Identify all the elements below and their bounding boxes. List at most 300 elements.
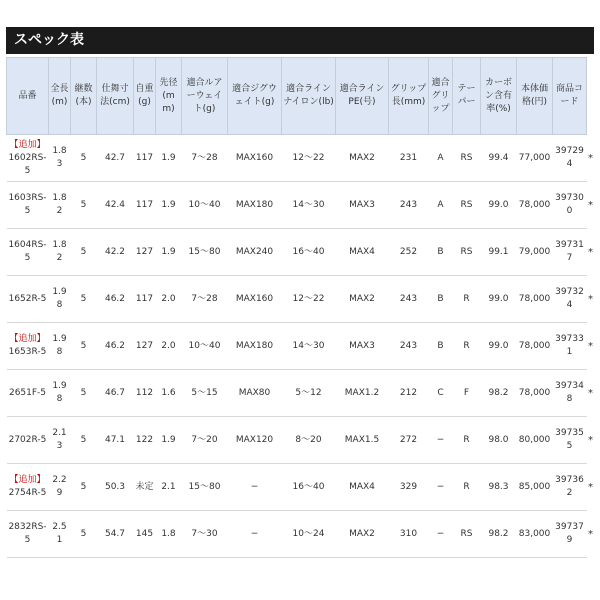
pe-line-cell-value: MAX2 — [349, 528, 375, 539]
product-code-cell-value: 2702R-5 — [8, 434, 47, 445]
length-cell — [49, 511, 71, 558]
closed-length-cell — [97, 511, 134, 558]
table-row — [7, 182, 595, 229]
note-cell-value: * — [588, 387, 593, 399]
tip-diameter-cell — [156, 464, 182, 511]
grip-type-cell — [429, 229, 453, 276]
note-cell-value: * — [588, 152, 593, 164]
pieces-cell-value: 5 — [80, 434, 87, 445]
price-cell-value: 78,000 — [518, 340, 551, 351]
length-cell — [49, 417, 71, 464]
note-cell — [587, 464, 595, 511]
lure-weight-cell-value: 7〜20 — [191, 434, 218, 445]
tip-diameter-cell — [156, 276, 182, 323]
item-code-cell-value: 397294 — [555, 146, 584, 169]
nylon-line-cell-value: 14〜30 — [292, 340, 325, 351]
price-cell-value: 83,000 — [518, 528, 551, 539]
lure-weight-cell — [182, 323, 228, 370]
grip-type-cell — [429, 511, 453, 558]
price-cell — [517, 182, 553, 229]
price-cell — [517, 511, 553, 558]
pieces-cell — [71, 464, 97, 511]
taper-cell-value: RS — [460, 152, 473, 163]
nylon-line-cell-value: 10〜24 — [292, 528, 325, 539]
taper-cell — [453, 229, 481, 276]
pieces-cell — [71, 182, 97, 229]
product-code-cell-value: 2832RS-5 — [8, 522, 47, 545]
tip-diameter-cell-value: 1.9 — [161, 152, 176, 163]
price-cell-value: 85,000 — [518, 481, 551, 492]
carbon-content-cell-value: 99.0 — [488, 293, 509, 304]
grip-length-cell-value: 231 — [399, 152, 418, 163]
note-cell-value: * — [588, 481, 593, 493]
item-code-cell-value: 397331 — [555, 334, 584, 357]
closed-length-cell — [97, 135, 134, 182]
note-header — [587, 58, 595, 135]
pe-line-cell — [336, 417, 389, 464]
product-code-cell — [7, 417, 49, 464]
length-cell-value: 1.98 — [52, 287, 67, 310]
pieces-cell-value: 5 — [80, 246, 87, 257]
lure-weight-cell-value: 10〜40 — [188, 340, 221, 351]
taper-cell — [453, 182, 481, 229]
item-code-cell — [553, 276, 587, 323]
pieces-cell-value: 5 — [80, 481, 87, 492]
length-cell-value: 1.83 — [52, 146, 67, 169]
weight-header: 自重(g) — [134, 58, 156, 135]
lure-weight-cell — [182, 182, 228, 229]
grip-type-cell — [429, 276, 453, 323]
grip-type-cell — [429, 417, 453, 464]
grip-length-cell — [389, 511, 429, 558]
item-code-cell — [553, 417, 587, 464]
price-cell — [517, 417, 553, 464]
nylon-line-cell-value: 8〜20 — [295, 434, 322, 445]
lure-weight-cell — [182, 417, 228, 464]
nylon-line-cell-value: 16〜40 — [292, 246, 325, 257]
carbon-content-cell-value: 98.0 — [488, 434, 509, 445]
closed-length-cell — [97, 323, 134, 370]
pieces-cell-value: 5 — [80, 387, 87, 398]
taper-cell-value: R — [463, 434, 470, 445]
grip-length-cell-value: 310 — [399, 528, 418, 539]
pieces-cell-value: 5 — [80, 293, 87, 304]
pe-line-cell-value: MAX4 — [349, 246, 375, 257]
pieces-header: 継数(本) — [71, 58, 97, 135]
tip-diameter-cell — [156, 511, 182, 558]
jig-weight-cell-value: MAX160 — [235, 152, 274, 163]
tip-diameter-cell-value: 1.9 — [161, 246, 176, 257]
jig-weight-cell — [228, 511, 282, 558]
pieces-cell — [71, 276, 97, 323]
lure-weight-cell-value: 7〜28 — [191, 293, 218, 304]
taper-cell-value: RS — [460, 528, 473, 539]
note-cell — [587, 511, 595, 558]
product-code-cell — [7, 511, 49, 558]
grip-type-cell — [429, 370, 453, 417]
grip-type-cell-value: A — [437, 199, 444, 210]
jig-weight-cell — [228, 323, 282, 370]
grip-length-cell — [389, 276, 429, 323]
lure-weight-cell-value: 10〜40 — [188, 199, 221, 210]
pe-line-cell-value: MAX4 — [349, 481, 375, 492]
weight-cell-value: 117 — [135, 152, 154, 163]
pe-line-cell — [336, 182, 389, 229]
item-code-cell-value: 397379 — [555, 522, 584, 545]
lure-weight-cell — [182, 370, 228, 417]
note-cell — [587, 135, 595, 182]
pe-line-cell-value: MAX2 — [349, 152, 375, 163]
note-cell — [587, 417, 595, 464]
weight-cell — [134, 511, 156, 558]
nylon-line-cell — [282, 511, 336, 558]
table-body — [7, 135, 595, 558]
tip-diameter-cell-value: 1.9 — [161, 434, 176, 445]
tip-diameter-cell — [156, 323, 182, 370]
grip-type-cell — [429, 323, 453, 370]
grip-length-cell — [389, 417, 429, 464]
carbon-content-cell-value: 98.2 — [488, 528, 509, 539]
taper-cell — [453, 323, 481, 370]
item-code-cell — [553, 135, 587, 182]
closed-length-cell-value: 46.2 — [104, 293, 126, 304]
weight-cell — [134, 370, 156, 417]
price-cell — [517, 135, 553, 182]
note-cell — [587, 370, 595, 417]
note-cell-value: * — [588, 434, 593, 446]
tip-diameter-cell-value: 2.0 — [161, 340, 176, 351]
lure-weight-cell-value: 7〜30 — [191, 528, 218, 539]
tip-diameter-cell-value: 1.9 — [161, 199, 176, 210]
closed-length-cell-value: 46.7 — [104, 387, 126, 398]
pieces-cell — [71, 370, 97, 417]
carbon-content-cell-value: 99.0 — [488, 199, 509, 210]
nylon-line-cell — [282, 370, 336, 417]
nylon-line-header: 適合ラインナイロン(lb) — [282, 58, 336, 135]
lure-weight-cell — [182, 229, 228, 276]
carbon-content-cell-value: 99.4 — [488, 152, 509, 163]
length-cell-value: 2.13 — [52, 428, 67, 451]
grip-type-cell-value: B — [437, 246, 444, 257]
table-row — [7, 417, 595, 464]
length-cell-value: 2.51 — [52, 522, 67, 545]
pe-line-cell — [336, 370, 389, 417]
tip-diameter-cell-value: 2.0 — [161, 293, 176, 304]
price-cell-value: 78,000 — [518, 293, 551, 304]
taper-header: テーパー — [453, 58, 481, 135]
closed-length-header: 仕舞寸法(cm) — [97, 58, 134, 135]
pieces-cell — [71, 323, 97, 370]
tip-diameter-cell-value: 1.6 — [161, 387, 176, 398]
note-cell-value: * — [588, 199, 593, 211]
note-cell — [587, 276, 595, 323]
spec-table — [6, 57, 595, 558]
pieces-cell-value: 5 — [80, 199, 87, 210]
nylon-line-cell-value: 5〜12 — [295, 387, 322, 398]
price-header: 本体価格(円) — [517, 58, 553, 135]
price-cell — [517, 464, 553, 511]
product-code-cell-value: 1603RS-5 — [8, 193, 47, 216]
table-row — [7, 511, 595, 558]
grip-length-cell — [389, 182, 429, 229]
grip-type-cell-value: B — [437, 340, 444, 351]
closed-length-cell-value: 42.2 — [104, 246, 126, 257]
pieces-cell-value: 5 — [80, 528, 87, 539]
carbon-content-cell — [481, 370, 517, 417]
length-cell-value: 1.98 — [52, 334, 67, 357]
grip-length-cell-value: 329 — [399, 481, 418, 492]
weight-cell-value: 145 — [135, 528, 154, 539]
grip-length-cell-value: 272 — [399, 434, 418, 445]
pe-line-cell-value: MAX3 — [349, 340, 375, 351]
grip-length-cell — [389, 229, 429, 276]
tip-diameter-cell — [156, 229, 182, 276]
grip-type-cell — [429, 464, 453, 511]
taper-cell-value: R — [463, 481, 470, 492]
product-code-cell — [7, 370, 49, 417]
item-code-cell — [553, 229, 587, 276]
grip-length-cell-value: 243 — [399, 199, 418, 210]
table-row — [7, 370, 595, 417]
table-row — [7, 276, 595, 323]
carbon-content-cell — [481, 464, 517, 511]
tip-diameter-cell-value: 1.8 — [161, 528, 176, 539]
lure-weight-cell-value: 15〜80 — [188, 481, 221, 492]
tip-diameter-header: 先径(mm) — [156, 58, 182, 135]
pe-line-cell — [336, 229, 389, 276]
jig-weight-cell — [228, 135, 282, 182]
jig-weight-cell — [228, 229, 282, 276]
product-code-cell — [7, 464, 49, 511]
jig-weight-cell-value: MAX80 — [238, 387, 271, 398]
closed-length-cell — [97, 417, 134, 464]
length-cell-value: 1.82 — [52, 240, 67, 263]
table-row — [7, 135, 595, 182]
carbon-content-cell — [481, 511, 517, 558]
weight-cell — [134, 323, 156, 370]
carbon-content-cell — [481, 229, 517, 276]
length-cell-value: 1.82 — [52, 193, 67, 216]
tip-diameter-cell — [156, 135, 182, 182]
carbon-content-cell — [481, 135, 517, 182]
product-code-cell — [7, 229, 49, 276]
header-row — [7, 58, 595, 135]
length-cell — [49, 182, 71, 229]
jig-weight-cell-value: MAX120 — [235, 434, 274, 445]
product-code-cell-value: 1602RS-5 — [8, 152, 47, 176]
price-cell — [517, 323, 553, 370]
item-code-cell-value: 397348 — [555, 381, 584, 404]
closed-length-cell — [97, 182, 134, 229]
price-cell — [517, 276, 553, 323]
length-cell-value: 1.98 — [52, 381, 67, 404]
nylon-line-cell-value: 14〜30 — [292, 199, 325, 210]
weight-cell-value: 未定 — [135, 481, 154, 492]
price-cell-value: 77,000 — [518, 152, 551, 163]
length-cell — [49, 323, 71, 370]
closed-length-cell-value: 50.3 — [104, 481, 126, 492]
taper-cell-value: R — [463, 293, 470, 304]
carbon-content-header: カーボン含有率(%) — [481, 58, 517, 135]
tip-diameter-cell — [156, 182, 182, 229]
weight-cell — [134, 417, 156, 464]
pieces-cell-value: 5 — [80, 152, 87, 163]
grip-length-cell — [389, 370, 429, 417]
grip-length-cell-value: 243 — [399, 293, 418, 304]
pieces-cell — [71, 135, 97, 182]
tip-diameter-cell — [156, 370, 182, 417]
note-cell-value: * — [588, 340, 593, 352]
lure-weight-cell-value: 15〜80 — [188, 246, 221, 257]
carbon-content-cell-value: 99.1 — [488, 246, 509, 257]
product-code-cell — [7, 276, 49, 323]
jig-weight-cell-value: MAX160 — [235, 293, 274, 304]
product-code-header: 品番 — [7, 58, 49, 135]
grip-type-cell-value: C — [437, 387, 444, 398]
added-badge: 【追加】 — [9, 334, 46, 344]
note-cell — [587, 229, 595, 276]
jig-weight-cell-value: MAX180 — [235, 340, 274, 351]
lure-weight-cell — [182, 276, 228, 323]
weight-cell-value: 127 — [135, 340, 154, 351]
product-code-cell-value: 2754R-5 — [8, 488, 47, 498]
jig-weight-cell-value: − — [250, 528, 259, 539]
note-cell-value: * — [588, 528, 593, 540]
pieces-cell-value: 5 — [80, 340, 87, 351]
nylon-line-cell — [282, 464, 336, 511]
closed-length-cell — [97, 370, 134, 417]
length-cell-value: 2.29 — [52, 475, 67, 498]
item-code-cell-value: 397324 — [555, 287, 584, 310]
pe-line-cell — [336, 511, 389, 558]
item-code-cell-value: 397355 — [555, 428, 584, 451]
price-cell-value: 80,000 — [518, 434, 551, 445]
pe-line-header: 適合ラインPE(号) — [336, 58, 389, 135]
jig-weight-header: 適合ジグウェイト(g) — [228, 58, 282, 135]
nylon-line-cell — [282, 417, 336, 464]
product-code-cell — [7, 182, 49, 229]
taper-cell — [453, 135, 481, 182]
lure-weight-cell-value: 7〜28 — [191, 152, 218, 163]
length-header: 全長(m) — [49, 58, 71, 135]
taper-cell — [453, 417, 481, 464]
note-cell — [587, 182, 595, 229]
pieces-cell — [71, 229, 97, 276]
lure-weight-cell — [182, 464, 228, 511]
carbon-content-cell — [481, 417, 517, 464]
nylon-line-cell-value: 12〜22 — [292, 293, 325, 304]
carbon-content-cell — [481, 182, 517, 229]
grip-length-header: グリップ長(mm) — [389, 58, 429, 135]
item-code-cell — [553, 323, 587, 370]
item-code-cell — [553, 370, 587, 417]
taper-cell — [453, 276, 481, 323]
nylon-line-cell-value: 12〜22 — [292, 152, 325, 163]
nylon-line-cell-value: 16〜40 — [292, 481, 325, 492]
pieces-cell — [71, 417, 97, 464]
item-code-cell-value: 397362 — [555, 475, 584, 498]
grip-type-cell-value: A — [437, 152, 444, 163]
grip-type-cell — [429, 135, 453, 182]
weight-cell — [134, 276, 156, 323]
spec-table-title: スペック表 — [6, 27, 594, 54]
grip-type-cell-value: B — [437, 293, 444, 304]
jig-weight-cell-value: MAX180 — [235, 199, 274, 210]
closed-length-cell-value: 54.7 — [104, 528, 126, 539]
item-code-header: 商品コード — [553, 58, 587, 135]
tip-diameter-cell-value: 2.1 — [161, 481, 176, 492]
table-row — [7, 229, 595, 276]
pe-line-cell — [336, 135, 389, 182]
product-code-cell-value: 1652R-5 — [8, 293, 47, 304]
length-cell — [49, 464, 71, 511]
taper-cell-value: RS — [460, 199, 473, 210]
table-row — [7, 323, 595, 370]
pe-line-cell-value: MAX3 — [349, 199, 375, 210]
pe-line-cell-value: MAX2 — [349, 293, 375, 304]
weight-cell-value: 117 — [135, 199, 154, 210]
carbon-content-cell-value: 99.0 — [488, 340, 509, 351]
grip-type-cell-value: − — [436, 434, 445, 445]
jig-weight-cell — [228, 276, 282, 323]
closed-length-cell — [97, 276, 134, 323]
length-cell — [49, 229, 71, 276]
jig-weight-cell-value: − — [250, 481, 259, 492]
table-row — [7, 464, 595, 511]
weight-cell — [134, 464, 156, 511]
closed-length-cell — [97, 229, 134, 276]
taper-cell — [453, 370, 481, 417]
taper-cell — [453, 511, 481, 558]
nylon-line-cell — [282, 229, 336, 276]
length-cell — [49, 370, 71, 417]
tip-diameter-cell — [156, 417, 182, 464]
weight-cell-value: 112 — [135, 387, 154, 398]
closed-length-cell-value: 46.2 — [104, 340, 126, 351]
length-cell — [49, 276, 71, 323]
lure-weight-cell — [182, 511, 228, 558]
taper-cell-value: RS — [460, 246, 473, 257]
taper-cell-value: F — [463, 387, 470, 398]
lure-weight-header: 適合ルアーウェイト(g) — [182, 58, 228, 135]
grip-type-cell — [429, 182, 453, 229]
product-code-cell-value: 1653R-5 — [8, 347, 47, 357]
product-code-cell — [7, 135, 49, 182]
weight-cell — [134, 135, 156, 182]
grip-type-header: 適合グリップ — [429, 58, 453, 135]
pe-line-cell-value: MAX1.2 — [344, 387, 380, 398]
nylon-line-cell — [282, 182, 336, 229]
jig-weight-cell — [228, 370, 282, 417]
carbon-content-cell — [481, 276, 517, 323]
closed-length-cell-value: 42.4 — [104, 199, 126, 210]
pe-line-cell — [336, 464, 389, 511]
jig-weight-cell — [228, 182, 282, 229]
weight-cell — [134, 182, 156, 229]
carbon-content-cell-value: 98.2 — [488, 387, 509, 398]
length-cell — [49, 135, 71, 182]
item-code-cell-value: 397300 — [555, 193, 584, 216]
grip-type-cell-value: − — [436, 481, 445, 492]
nylon-line-cell — [282, 323, 336, 370]
item-code-cell — [553, 511, 587, 558]
closed-length-cell-value: 47.1 — [104, 434, 126, 445]
lure-weight-cell — [182, 135, 228, 182]
item-code-cell — [553, 182, 587, 229]
nylon-line-cell — [282, 276, 336, 323]
weight-cell-value: 117 — [135, 293, 154, 304]
product-code-cell-value: 1604RS-5 — [8, 240, 47, 263]
